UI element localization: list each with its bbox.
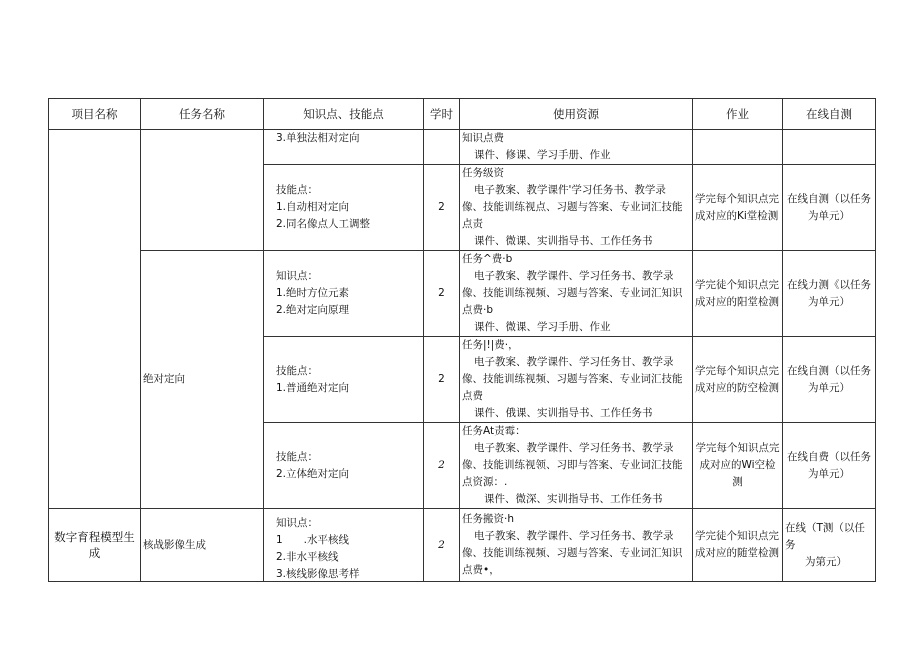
- header-hours: 学时: [424, 99, 460, 130]
- task-cell: 核战影像生成: [141, 509, 264, 582]
- resources-cell: 任务级资 电子教案、教学课件'学习任务书、教学录 像、技能训练视点、习题与答案、专业词汇技能 点责 课件、微课、实训指导书、工作任务书: [460, 165, 693, 251]
- homework-cell: 学完每个知识点完 成对应的Ki堂检测: [693, 165, 783, 251]
- header-project: 项目名称: [49, 99, 141, 130]
- resources-cell: 任务At责霉： 电子教案、教学课件、学习任务书、教学录 像、技能训练视领、习即与答案、专业词汇技能 点资源：. 课件、微深、实训指导书、工作任务书: [460, 423, 693, 509]
- selftest-cell: 在线自测（以任务 为单元）: [783, 165, 876, 251]
- resources-cell: 任务搬资·h 电子教案、教学课件、学习任务书、教学录 像、技能训练视频、习题与答案、专业词汇知识 点费•，: [460, 509, 693, 582]
- course-table: [48, 98, 876, 582]
- homework-cell: 学完每个知识点完 成对应的防空检测: [693, 337, 783, 423]
- homework-cell: [693, 130, 783, 165]
- hours-cell: [424, 130, 460, 165]
- header-homework: 作业: [693, 99, 783, 130]
- homework-cell: 学完徒个知识点完 成对应的阳堂检测: [693, 251, 783, 337]
- task-cell: [141, 130, 264, 251]
- selftest-cell: 在线力测《以任务 为单元）: [783, 251, 876, 337]
- task-cell: 绝对定向: [141, 251, 264, 509]
- knowledge-cell: 知识点： 1 .水平核线 2.非水平核线 3.核线影像思考样: [264, 509, 424, 582]
- table-row: [49, 509, 876, 582]
- hours-cell: 2: [424, 337, 460, 423]
- hours-cell: 2: [424, 423, 460, 509]
- selftest-cell: [783, 130, 876, 165]
- selftest-cell: 在线自测（以任务 为单元）: [783, 337, 876, 423]
- table-row: [49, 130, 876, 165]
- knowledge-cell: 知识点： 1.绝时方位元素 2.绝对定向原理: [264, 251, 424, 337]
- knowledge-cell: 技能点： 1.自动相对定向 2.同名像点人工调整: [264, 165, 424, 251]
- project-cell: [49, 130, 141, 509]
- header-task: 任务名称: [141, 99, 264, 130]
- header-resources: 使用资源: [460, 99, 693, 130]
- header-knowledge: 知识点、技能点: [264, 99, 424, 130]
- hours-cell: 2: [424, 251, 460, 337]
- knowledge-cell: 技能点： 1.普通绝对定向: [264, 337, 424, 423]
- selftest-cell: 在线自费（以任务 为单元）: [783, 423, 876, 509]
- resources-cell: 任务^费·b 电子教案、教学课件、学习任务书、教学录 像、技能训练视频、习题与答案、专业词汇知识 点费·b 课件、微课、学习手册、作业: [460, 251, 693, 337]
- resources-cell: 知识点费 课件、修课、学习手册、作业: [460, 130, 693, 165]
- header-row: [49, 99, 876, 130]
- homework-cell: 学完徒个知识点完 成对应的随堂检测: [693, 509, 783, 582]
- header-selftest: 在线自测: [783, 99, 876, 130]
- selftest-cell: 在线（T测（以任 务 为第元）: [783, 509, 876, 582]
- knowledge-cell: 技能点： 2.立体绝对定向: [264, 423, 424, 509]
- resources-cell: 任务|!|费·， 电子教案、教学课件、学习任务甘、教学录 像、技能训练视频、习题与答案、专业词汇技能 点费 课件、俄课、实训指导书、工作任务书: [460, 337, 693, 423]
- project-cell: 数字育程模型生成: [49, 509, 141, 582]
- homework-cell: 学完每个知识点完 成对应的Wi空检 测: [693, 423, 783, 509]
- hours-cell: 2: [424, 509, 460, 582]
- knowledge-cell: 3.单独法相对定向: [264, 130, 424, 165]
- table-row: [49, 251, 876, 337]
- hours-cell: 2: [424, 165, 460, 251]
